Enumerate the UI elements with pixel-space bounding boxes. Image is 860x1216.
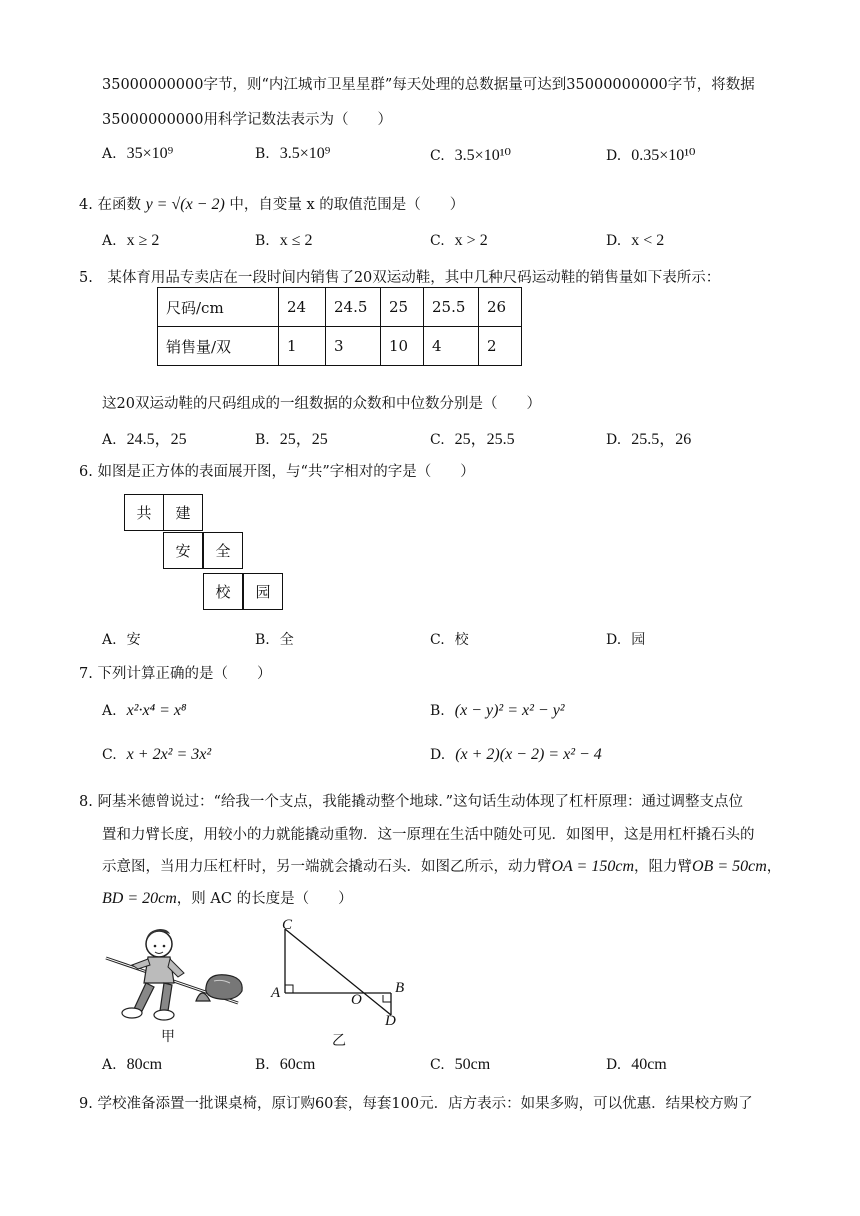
q8-option-c: C. 50cm [430,1056,491,1073]
q3-line2: 35000000000用科学记数法表示为（ ） [102,112,392,128]
q7-stem: 7. 下列计算正确的是（ ） [79,666,272,682]
q7-option-c: C. x + 2x² = 3x² [102,746,212,763]
q3-option-a: A. 35×10⁹ [102,145,174,162]
size-sales-table [157,287,522,366]
table-row [158,288,522,327]
q4-option-c: C. x > 2 [430,232,488,249]
q8-option-b: B. 60cm [255,1056,316,1073]
net-cell: 建 [163,494,203,531]
q6-stem: 6. 如图是正方体的表面展开图，与“共”字相对的字是（ ） [79,464,475,480]
q7-option-d: D. (x + 2)(x − 2) = x² − 4 [430,746,602,763]
q5-option-a: A. 24.5，25 [102,431,187,448]
q5-option-c: C. 25，25.5 [430,431,515,448]
q8-line1: 8. 阿基米德曾说过：“给我一个支点，我能撬动整个地球．”这句话生动体现了杠杆原理：通过调整支点位 [79,794,744,810]
q3-option-d: D. 0.35×10¹⁰ [606,147,696,164]
q8-line4: BD = 20cm，则 AC 的长度是（ ） [102,890,353,907]
net-cell: 园 [243,573,283,610]
table-cell: 25.5 [424,288,479,327]
q8-option-d: D. 40cm [606,1056,667,1073]
point-o-label: O [351,992,362,1008]
table-cell: 26 [479,288,522,327]
table-cell: 24.5 [326,288,381,327]
table-cell: 24 [279,288,326,327]
table-cell: 销售量/双 [158,327,279,366]
q7-option-b: B. (x − y)² = x² − y² [430,702,565,719]
q5-option-b: B. 25，25 [255,431,328,448]
point-b-label: B [395,980,405,996]
q5-option-d: D. 25.5，26 [606,431,692,448]
q3-line1: 35000000000字节，则“内江城市卫星星群”每天处理的总数据量可达到35000000000字节，将数据 [102,77,755,93]
q5-follow: 这20双运动鞋的尺码组成的一组数据的众数和中位数分别是（ ） [102,396,541,412]
q9-line1: 9. 学校准备添置一批课桌椅，原订购60套，每套100元．店方表示：如果多购，可以优惠．结果校方购了 [79,1096,753,1112]
q6-option-d: D. 园 [606,632,646,648]
q4-option-a: A. x ≥ 2 [102,232,160,249]
net-cell: 全 [203,532,243,569]
figure-yi-label: 乙 [332,1033,346,1049]
q8-line2: 置和力臂长度，用较小的力就能撬动重物．这一原理在生活中随处可见．如图甲，这是用杠杆撬石头的 [102,827,755,843]
q3-option-b: B. 3.5×10⁹ [255,145,331,162]
q8-line3: 示意图，当用力压杠杆时，另一端就会撬动石头．如图乙所示，动力臂OA = 150cm，阻力臂OB = 50cm， [102,858,782,875]
q4-stem: 4. 在函数 y = √(x − 2) 中，自变量 x 的取值范围是（ ） [79,196,465,213]
q3-option-c: C. 3.5×10¹⁰ [430,147,511,164]
q4-formula: y = √(x − 2) [145,196,225,213]
q7-option-a: A. x²·x⁴ = x⁸ [102,702,187,719]
table-cell: 1 [279,327,326,366]
table-cell: 3 [326,327,381,366]
point-d-label: D [385,1013,396,1029]
point-c-label: C [282,917,293,933]
q6-option-b: B. 全 [255,632,294,648]
net-cell: 共 [124,494,164,531]
figure-jia-label: 甲 [161,1029,175,1045]
q8-option-a: A. 80cm [102,1056,163,1073]
table-cell: 4 [424,327,479,366]
lever-boy-illustration [104,925,254,1030]
table-cell: 25 [381,288,424,327]
table-row [158,327,522,366]
net-cell: 校 [203,573,243,610]
point-a-label: A [271,985,281,1001]
table-cell: 10 [381,327,424,366]
q6-option-a: A. 安 [102,632,141,648]
q5-stem: 5. 某体育用品专卖店在一段时间内销售了20双运动鞋，其中几种尺码运动鞋的销售量如下表所示： [79,270,721,286]
table-cell: 2 [479,327,522,366]
table-cell: 尺码/cm [158,288,279,327]
q4-option-b: B. x ≤ 2 [255,232,313,249]
net-cell: 安 [163,532,203,569]
q6-option-c: C. 校 [430,632,469,648]
q4-option-d: D. x < 2 [606,232,665,249]
